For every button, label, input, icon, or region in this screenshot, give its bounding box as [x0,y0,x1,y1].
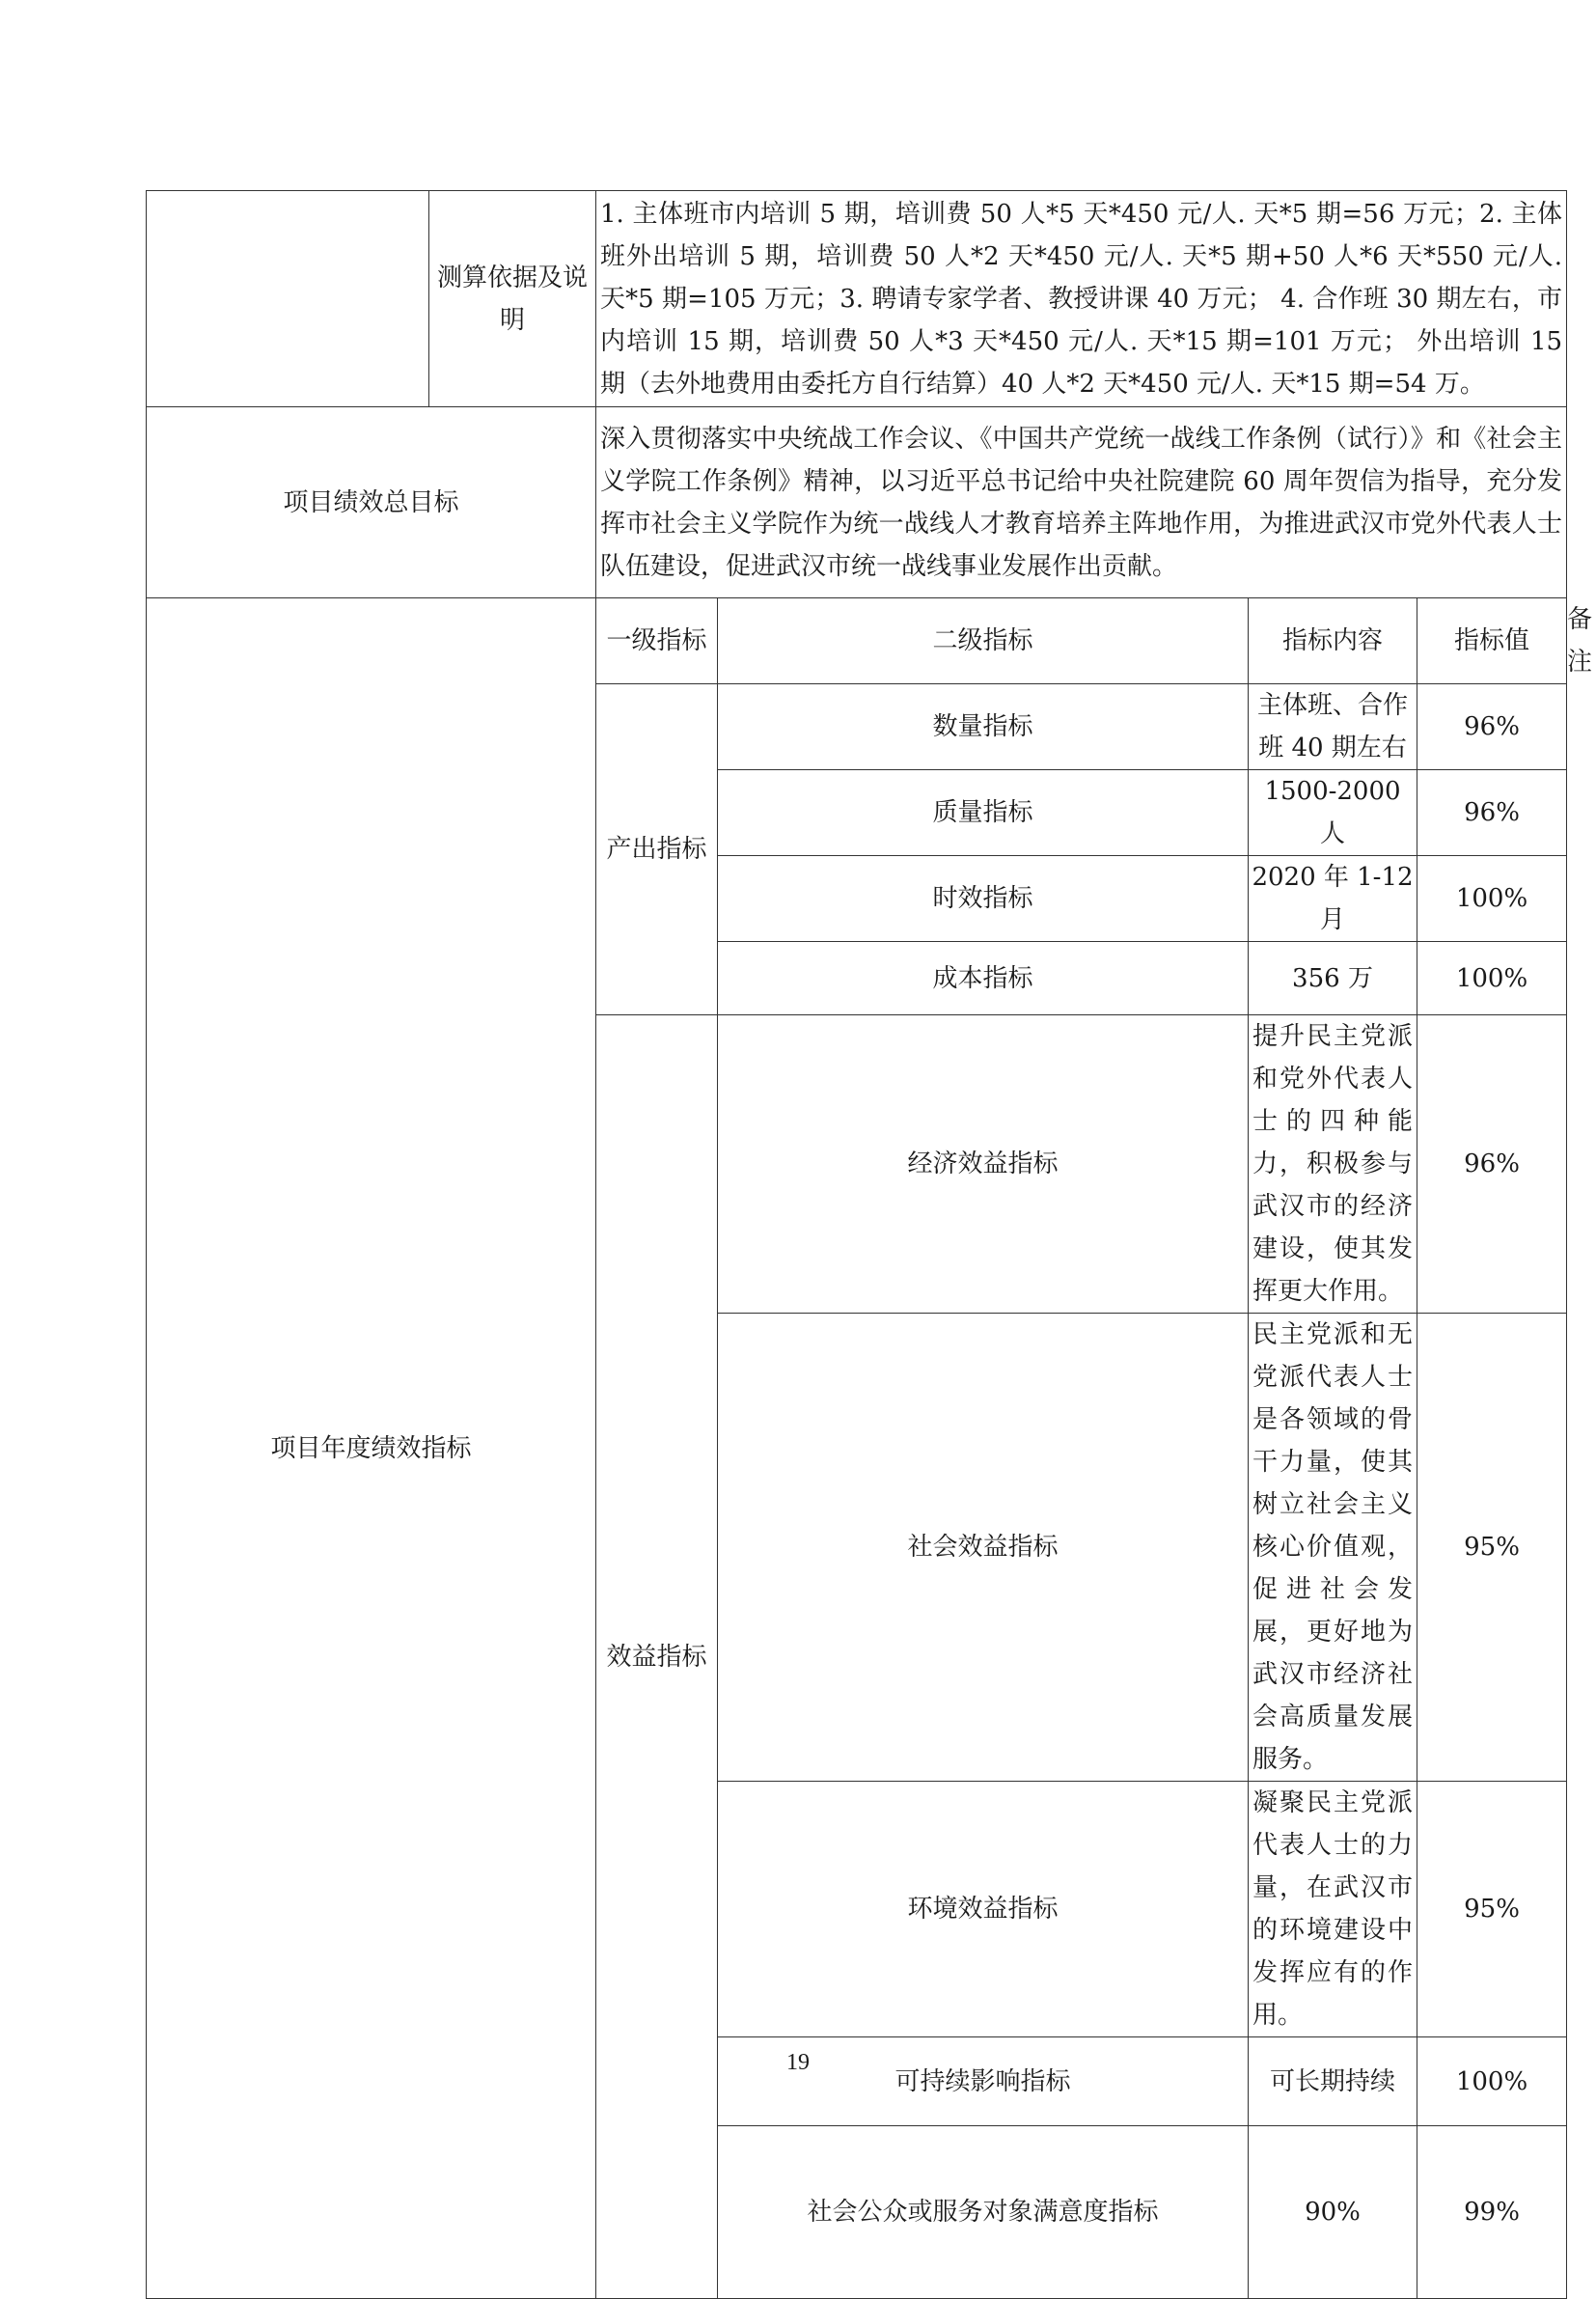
header-level2: 二级指标 [718,598,1249,684]
blank-cell [147,191,429,407]
calc-basis-label: 测算依据及说明 [429,191,596,407]
calc-basis-text: 1. 主体班市内培训 5 期，培训费 50 人*5 天*450 元/人. 天*5 期=56 万元；2. 主体班外出培训 5 期，培训费 50 人*2 天*450 元/人. 天*5 期+50 人*6 天*550 元/人. 天*5 期=105 万元；3. 聘请专家学者、教授讲课 40 万元； 4. 合作班 30 期左右，市内培训 15 期，培训费 50 人*3 天*450 元/人. 天*15 期=101 万元； 外出培训 15 期（去外地费用由委托方自行结算）40 人*2 天*450 元/人. 天*15 期=54 万。 [596,191,1567,407]
level2-cell: 经济效益指标 [718,1015,1249,1314]
annual-indicators-label: 项目年度绩效指标 [147,598,596,2299]
content-cell: 2020 年 1-12 月 [1249,856,1417,942]
content-cell: 民主党派和无党派代表人士是各领域的骨干力量，使其树立社会主义核心价值观，促进社会发展，更好地为武汉市经济社会高质量发展服务。 [1249,1314,1417,1782]
value-cell: 95% [1417,1782,1567,2037]
calc-basis-row [147,191,1567,407]
value-cell: 100% [1417,942,1567,1015]
value-cell: 96% [1417,684,1567,770]
total-goal-label: 项目绩效总目标 [147,407,596,598]
level2-cell: 社会公众或服务对象满意度指标 [718,2126,1249,2299]
content-cell: 提升民主党派和党外代表人士的四种能力，积极参与武汉市的经济建设，使其发挥更大作用。 [1249,1015,1417,1314]
header-level1: 一级指标 [596,598,718,684]
level2-cell: 可持续影响指标 [718,2037,1249,2126]
content-cell: 可长期持续 [1249,2037,1417,2126]
content-cell: 凝聚民主党派代表人士的力量，在武汉市的环境建设中发挥应有的作用。 [1249,1782,1417,2037]
level2-cell: 数量指标 [718,684,1249,770]
header-value: 指标值 [1417,598,1567,684]
content-cell: 356 万 [1249,942,1417,1015]
value-cell: 96% [1417,770,1567,856]
level2-cell: 社会效益指标 [718,1314,1249,1782]
content-cell: 1500-2000 人 [1249,770,1417,856]
level2-cell: 质量指标 [718,770,1249,856]
header-row: 项目年度绩效指标 一级指标 二级指标 指标内容 指标值 备注 [147,598,1567,684]
total-goal-text: 深入贯彻落实中央统战工作会议、《中国共产党统一战线工作条例（试行）》和《社会主义学院工作条例》精神，以习近平总书记给中央社院建院 60 周年贺信为指导，充分发挥市社会主义学院作为统一战线人才教育培养主阵地作用，为推进武汉市党外代表人士队伍建设，促进武汉市统一战线事业发展作出贡献。 [596,407,1567,598]
content-cell: 90% [1249,2126,1417,2299]
total-goal-row [147,407,1567,598]
value-cell: 99% [1417,2126,1567,2299]
level1-benefit: 效益指标 [596,1015,718,2299]
value-cell: 95% [1417,1314,1567,1782]
content-cell: 主体班、合作班 40 期左右 [1249,684,1417,770]
value-cell: 100% [1417,2037,1567,2126]
level2-cell: 时效指标 [718,856,1249,942]
level2-cell: 成本指标 [718,942,1249,1015]
performance-table [146,190,1593,2299]
value-cell: 96% [1417,1015,1567,1314]
page-number: 19 [786,2050,810,2075]
level1-output: 产出指标 [596,684,718,1015]
header-content: 指标内容 [1249,598,1417,684]
level2-cell: 环境效益指标 [718,1782,1249,2037]
value-cell: 100% [1417,856,1567,942]
